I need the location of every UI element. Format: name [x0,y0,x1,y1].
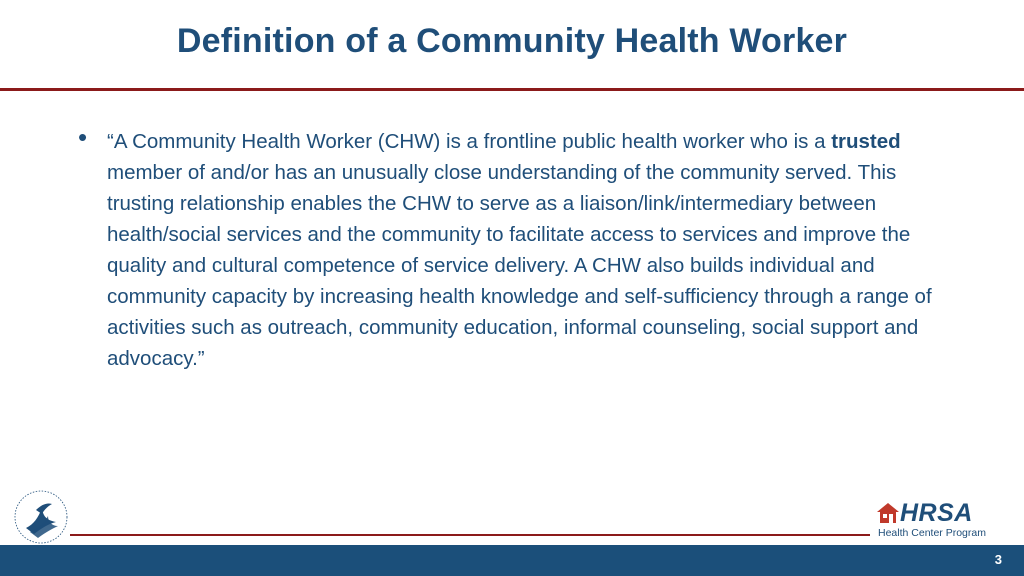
quote-text-end: member of and/or has an unusually close understanding of the community served. This trusting relationship enables the CHW to serve as a liaison/link/intermediary between health/social services and the community to facilitate access to services and improve the quality and cultural competence of service delivery. A CHW also builds individual and community capacity by increasing health knowledge and self-sufficiency through a range of activities such as outreach, community education, informal counseling, social support and advocacy.” [107,161,932,370]
bullet-marker: • [78,122,88,152]
hrsa-tagline: Health Center Program [878,527,986,539]
definition-quote [107,126,957,374]
slide-title: Definition of a Community Health Worker [176,22,848,60]
footer-bar [0,545,1024,576]
hrsa-logo [876,499,1004,540]
quote-bold-word: trusted [831,130,901,153]
hrsa-house-icon [876,502,900,524]
title-divider [0,88,1024,91]
quote-text-start: “A Community Health Worker (CHW) is a frontline public health worker who is a [107,130,832,153]
footer-divider [70,534,870,536]
page-number: 3 [994,552,1002,567]
hhs-seal-icon [12,488,70,546]
hrsa-wordmark: HRSA [900,499,973,527]
